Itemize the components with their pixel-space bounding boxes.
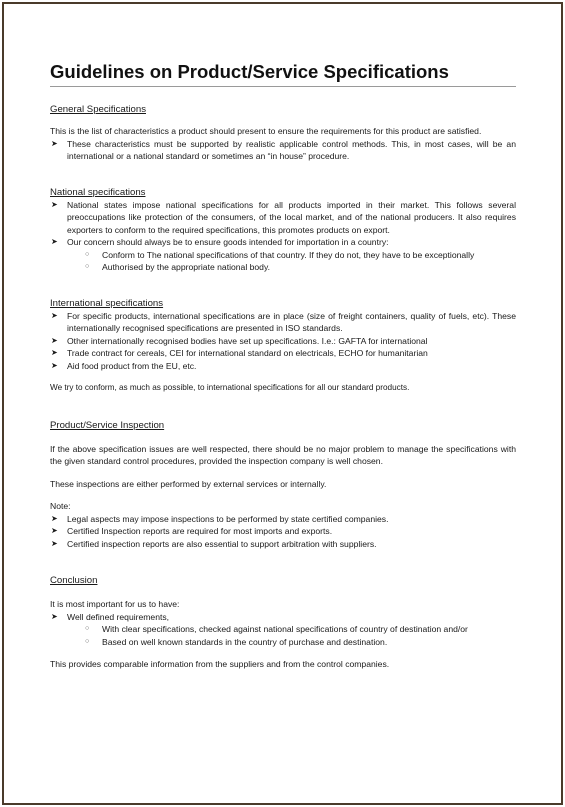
list-item: ➤ National states impose national specifications for all products imported in their market. This follows several preoccupations like protection of the consumers, of the local market, and of the national producers. It also requires exporters to conform to the required specifications, this promotes products on export.: [51, 199, 516, 235]
heading-national-specifications: National specifications: [50, 186, 146, 198]
circle-bullet-icon: ○: [85, 637, 90, 645]
inspection-bullet-list: [50, 513, 516, 551]
arrow-bullet-icon: ➤: [51, 335, 58, 345]
arrow-bullet-icon: ➤: [51, 348, 58, 357]
list-item: ○ With clear specifications, checked against national specifications of country of destination and/or: [85, 624, 468, 634]
section-national: [50, 186, 516, 274]
heading-general-specifications: General Specifications: [50, 104, 146, 115]
circle-bullet-icon: ○: [85, 625, 90, 632]
arrow-bullet-icon: ➤: [51, 237, 58, 246]
page-title: Guidelines on Product/Service Specifications: [50, 61, 516, 87]
list-item: ➤ For specific products, international specifications are in place (size of freight containers, quality of fuels, etc). These internationally recognised specifications are presented in ISO standards.: [51, 310, 516, 333]
list-item: ➤ These characteristics must be supported by realistic applicable control methods. This, in most cases, will be an international or a national standard or sometimes an “in house” procedure.: [51, 138, 516, 161]
list-item: ➤ Legal aspects may impose inspections to be performed by state certified companies.: [51, 513, 389, 524]
arrow-bullet-icon: ➤: [51, 538, 58, 548]
circle-bullet-icon: ○: [85, 263, 90, 270]
list-item: ➤ Aid food product from the EU, etc.: [51, 360, 197, 371]
international-closing: We try to conform, as much as possible, to international specifications for all our standard products.: [50, 383, 410, 392]
arrow-bullet-icon: ➤: [51, 611, 58, 621]
national-bullet-list: [50, 199, 516, 274]
list-item: ➤ Our concern should always be to ensure goods intended for importation in a country: ○ Conform to The national specifications of that country. If they do not, they have to be exceptionally ○ Authorised by the appropriate national body.: [50, 236, 516, 274]
arrow-bullet-icon: ➤: [51, 360, 58, 370]
conclusion-sub-list: [50, 623, 516, 648]
arrow-bullet-icon: ➤: [51, 138, 58, 148]
section-international: [50, 297, 516, 395]
international-bullet-list: [50, 310, 516, 373]
conclusion-closing: This provides comparable information from the suppliers and from the control companies.: [50, 659, 390, 669]
circle-bullet-icon: ○: [85, 250, 90, 258]
section-inspection: [50, 419, 516, 551]
inspection-para-2: These inspections are either performed by external services or internally.: [50, 478, 327, 489]
heading-international-specifications: International specifications: [50, 297, 164, 309]
conclusion-bullet-list: [50, 611, 516, 649]
list-item: ➤ Certified inspection reports are also essential to support arbitration with suppliers.: [51, 538, 377, 549]
list-item: ➤ Well defined requirements, ○ With clear specifications, checked against national specifications of country of destination and/or ○ Based on well known standards in the country of purchase and destination.: [50, 611, 516, 649]
national-sub-list: [50, 249, 516, 274]
document-body: [50, 61, 516, 671]
general-intro: This is the list of characteristics a product should present to ensure the requirements for this product are satisfied.: [50, 126, 482, 136]
list-item: ➤ Trade contract for cereals, CEI for international standard on electricals, ECHO for humanitarian: [51, 348, 428, 358]
inspection-note-label: Note:: [50, 501, 71, 511]
general-bullet-list: [50, 138, 516, 163]
arrow-bullet-icon: ➤: [51, 513, 58, 523]
page-frame: [2, 2, 563, 805]
list-item: ○ Authorised by the appropriate national body.: [85, 262, 271, 272]
heading-product-service-inspection: Product/Service Inspection: [50, 419, 165, 431]
arrow-bullet-icon: ➤: [51, 526, 58, 535]
list-item: ➤ Other internationally recognised bodies have set up specifications. I.e.: GAFTA for international: [51, 335, 428, 346]
section-general: [50, 103, 516, 163]
list-item: ○ Based on well known standards in the country of purchase and destination.: [85, 636, 388, 647]
arrow-bullet-icon: ➤: [51, 310, 58, 320]
arrow-bullet-icon: ➤: [51, 199, 58, 209]
conclusion-intro: It is most important for us to have:: [50, 599, 180, 609]
section-conclusion: [50, 574, 516, 671]
list-item: ➤ Certified Inspection reports are required for most imports and exports.: [51, 526, 333, 536]
inspection-para-1: If the above specification issues are well respected, there should be no major problem to manage the specifications with the given standard control procedures, provided the inspection company is well chosen.: [50, 443, 516, 466]
list-item: ○ Conform to The national specifications of that country. If they do not, they have to be exceptionally: [85, 249, 475, 260]
heading-conclusion: Conclusion: [50, 575, 98, 586]
